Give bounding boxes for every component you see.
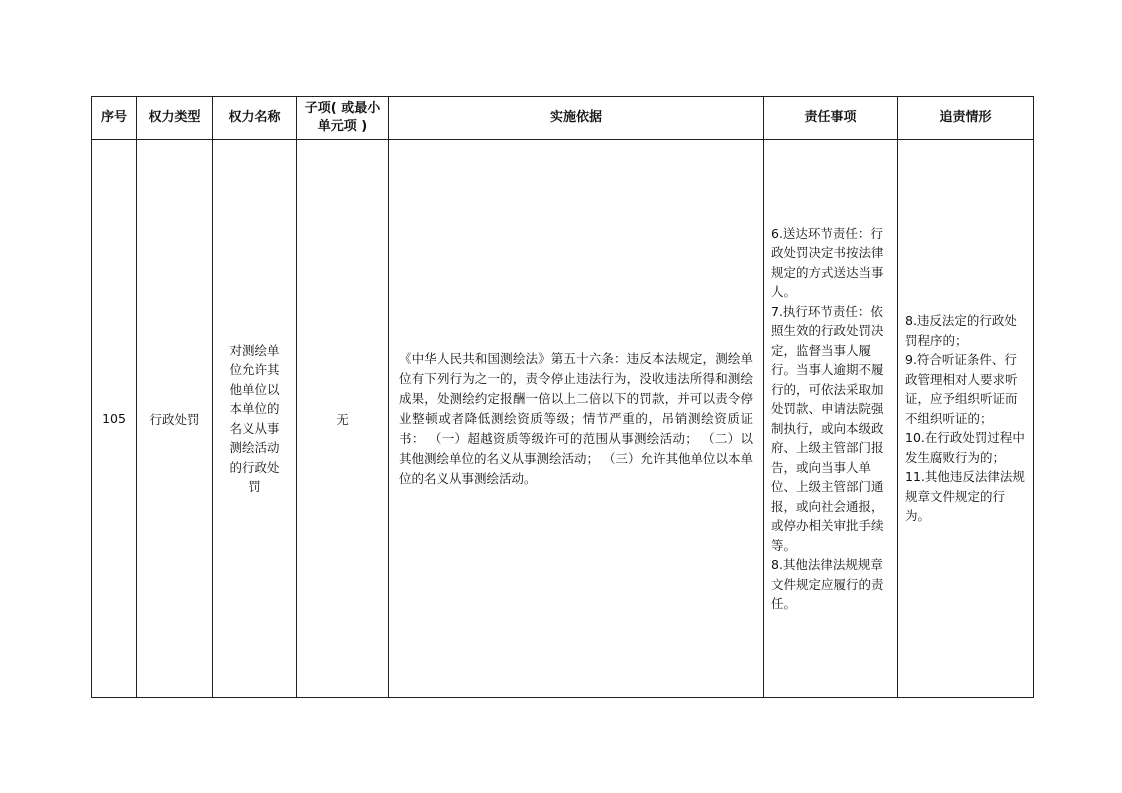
responsibility-item: 8.其他法律法规规章文件规定应履行的责任。 (771, 557, 884, 611)
header-basis: 实施依据 (389, 97, 764, 140)
header-power-type: 权力类型 (137, 97, 213, 140)
power-list-table (91, 96, 1034, 698)
accountability-item: 11.其他违反法律法规规章文件规定的行为。 (905, 469, 1025, 524)
header-power-name: 权力名称 (213, 97, 297, 140)
header-sub-item (297, 97, 389, 140)
header-accountability: 追责情形 (898, 97, 1034, 140)
responsibility-item: 7.执行环节责任：依照生效的行政处罚决定，监督当事人履行。当事人逾期不履行的，可依法采取加处罚款、申请法院强制执行，或向本级政府、上级主管部门报告，或向当事人单位、上级主管部门通报，或向社会通报，或停办相关审批手续等。 (771, 303, 884, 553)
cell-power-name: 对测绘单位允许其他单位以本单位的名义从事测绘活动的行政处罚 (213, 140, 297, 698)
cell-basis: 《中华人民共和国测绘法》第五十六条：违反本法规定，测绘单位有下列行为之一的，责令停止违法行为，没收违法所得和测绘成果，处测绘约定报酬一倍以上二倍以下的罚款，并可以责令停业整顿或者降低测绘资质等级；情节严重的，吊销测绘资质证书： （一）超越资质等级许可的范围从事测绘活动； （二）以其他测绘单位的名义从事测绘活动； （三）允许其他单位以本单位的名义从事测绘活动。 (389, 140, 764, 698)
header-sub-item-line1: 子项( 或最小 (304, 101, 381, 116)
cell-seq: 105 (92, 140, 137, 698)
cell-sub-item: 无 (297, 140, 389, 698)
responsibility-item: 6.送达环节责任：行政处罚决定书按法律规定的方式送达当事人。 (771, 225, 884, 299)
accountability-item: 8.违反法定的行政处罚程序的； (905, 313, 1017, 348)
table-header-row (92, 97, 1034, 140)
accountability-item: 10.在行政处罚过程中发生腐败行为的； (905, 430, 1025, 465)
cell-power-type: 行政处罚 (137, 140, 213, 698)
header-sub-item-line2: 单元项 ) (317, 119, 368, 134)
header-responsibility: 责任事项 (764, 97, 898, 140)
header-seq: 序号 (92, 97, 137, 140)
cell-responsibility (764, 140, 898, 698)
accountability-item: 9.符合听证条件、行政管理相对人要求听证，应予组织听证而不组织听证的； (905, 352, 1018, 426)
cell-accountability (898, 140, 1034, 698)
table-row (92, 140, 1034, 698)
